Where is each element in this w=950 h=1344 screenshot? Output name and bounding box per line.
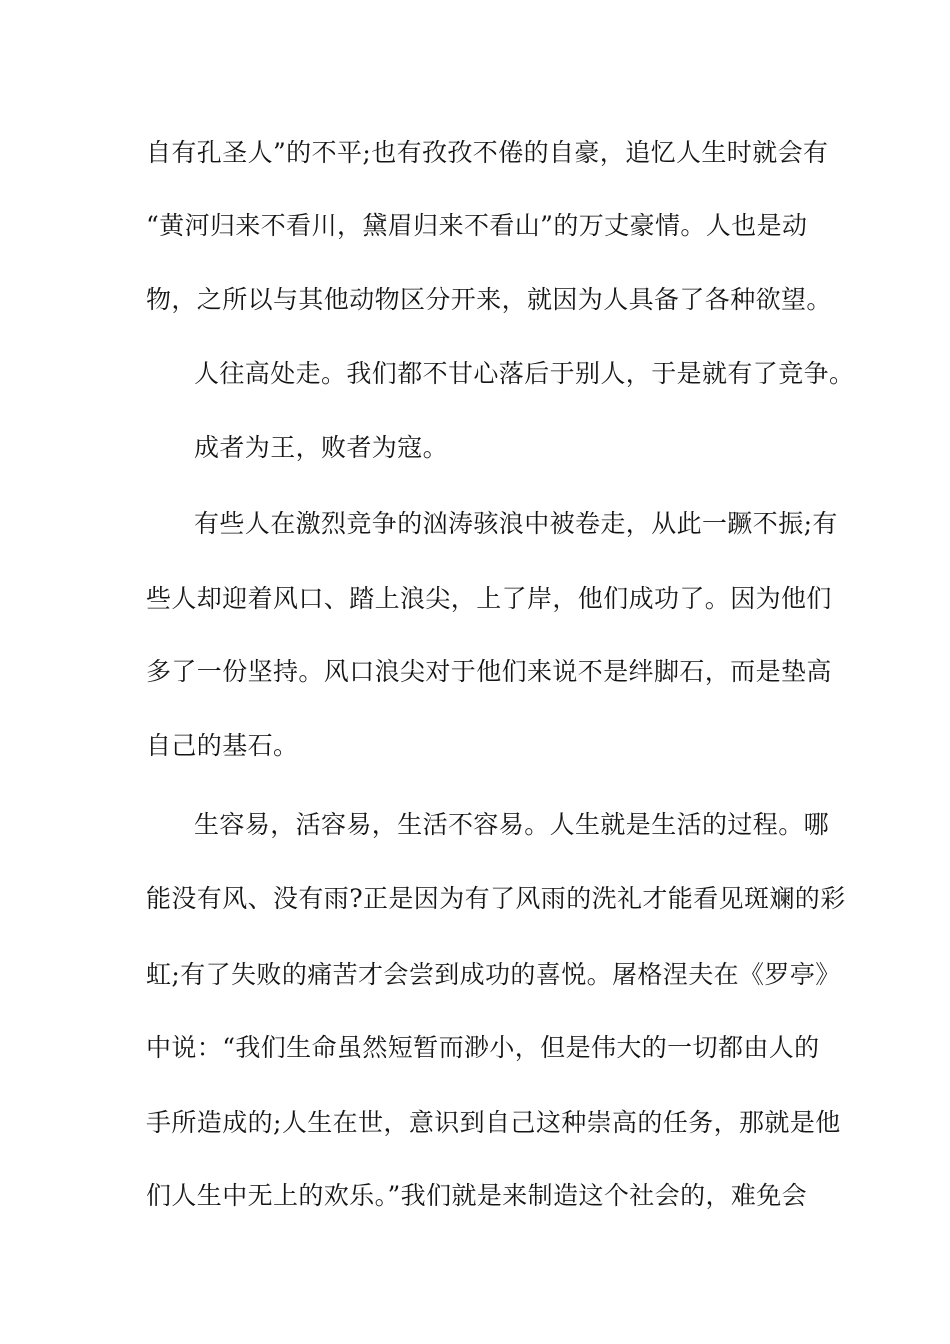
text-line: 些人却迎着风口、踏上浪尖，上了岸，他们成功了。因为他们 <box>146 584 832 613</box>
text-line: 虹;有了失败的痛苦才会尝到成功的喜悦。屠格涅夫在《罗亭》 <box>146 960 841 989</box>
text-line: 自己的基石。 <box>146 731 299 760</box>
text-line: 中说：“我们生命虽然短暂而渺小，但是伟大的一切都由人的 <box>146 1033 820 1062</box>
text-line: 自有孔圣人”的不平;也有孜孜不倦的自豪，追忆人生时就会有 <box>146 138 829 167</box>
text-line: 能没有风、没有雨?正是因为有了风雨的洗礼才能看见斑斓的彩 <box>146 884 846 913</box>
paragraph-first-line: 成者为王，败者为寇。 <box>194 433 449 462</box>
text-line: 多了一份坚持。风口浪尖对于他们来说不是绊脚石，而是垫高 <box>146 657 832 686</box>
paragraph-first-line: 人往高处走。我们都不甘心落后于别人，于是就有了竞争。 <box>194 359 855 388</box>
text-line: 手所造成的;人生在世，意识到自己这种崇高的任务，那就是他 <box>146 1108 841 1137</box>
text-line: 们人生中无上的欢乐。”我们就是来制造这个社会的，难免会 <box>146 1181 808 1210</box>
paragraph-first-line: 生容易，活容易，生活不容易。人生就是生活的过程。哪 <box>194 810 830 839</box>
text-line: “黄河归来不看川，黛眉归来不看山”的万丈豪情。人也是动 <box>146 211 808 240</box>
text-line: 物，之所以与其他动物区分开来，就因为人具备了各种欲望。 <box>146 285 832 314</box>
paragraph-first-line: 有些人在激烈竞争的汹涛骇浪中被卷走，从此一蹶不振;有 <box>194 509 838 538</box>
